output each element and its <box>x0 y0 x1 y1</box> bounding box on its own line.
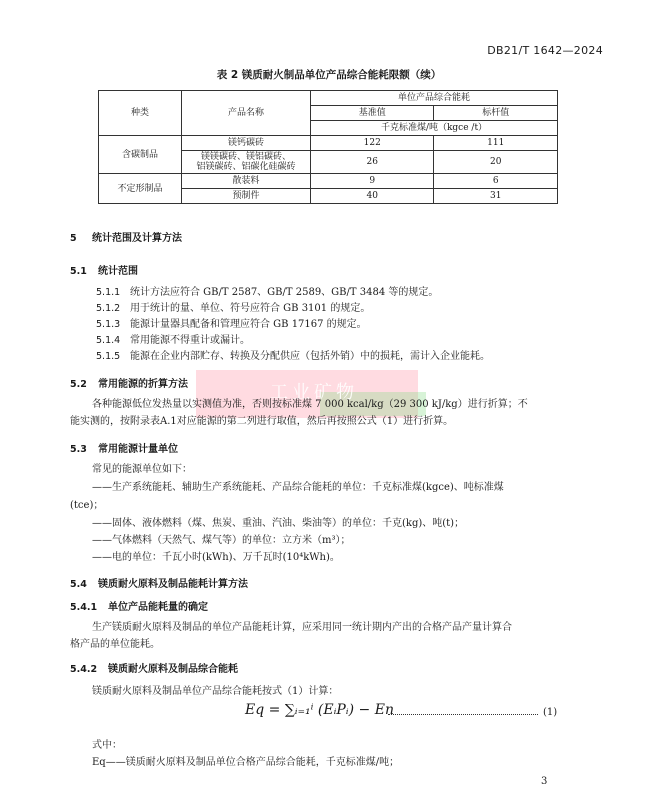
table-cell-product: 预制件 <box>182 189 311 204</box>
paragraph: 能实测的，按附录表A.1对应能源的第二列进行取值，然后再按照公式（1）进行折算。 <box>70 416 454 427</box>
section-number: 5.4 <box>70 579 87 590</box>
section-title: 单位产品能耗量的确定 <box>108 602 208 613</box>
section-heading <box>70 660 238 675</box>
clause <box>96 348 490 366</box>
list-item: ——气体燃料（天然气、煤气等）的单位：立方米（m³）； <box>92 535 351 546</box>
table-cell-category: 不定形制品 <box>99 174 182 204</box>
section-number: 5.3 <box>70 444 87 455</box>
clause-text: 常用能源不得重计或漏计。 <box>130 335 250 346</box>
section-number: 5 <box>70 233 77 244</box>
definition: Eq——镁质耐火原料及制品单位合格产品综合能耗，千克标准煤/吨； <box>92 757 400 768</box>
section-title: 统计范围 <box>98 266 138 277</box>
watermark-text: 工业矿物 <box>270 382 358 403</box>
clause-text: 能源在企业内部贮存、转换及分配供应（包括外销）中的损耗，需计入企业能耗。 <box>130 351 490 362</box>
clause-text: 统计方法应符合 GB/T 2587、GB/T 2589、GB/T 3484 等的规定。 <box>130 287 439 298</box>
section-heading <box>70 440 178 455</box>
section-heading <box>70 375 188 390</box>
table-cell-advanced: 6 <box>434 174 558 189</box>
table-cell-basic: 122 <box>311 136 434 151</box>
section-heading <box>70 229 182 244</box>
clause-text: 能源计量器具配备和管理应符合 GB 17167 的规定。 <box>130 319 367 330</box>
paragraph: 常见的能源单位如下： <box>92 464 192 475</box>
section-title: 镁质耐火原料及制品能耗计算方法 <box>98 579 248 590</box>
page-number: 3 <box>541 776 548 787</box>
table-cell-basic: 40 <box>311 189 434 204</box>
paragraph: 式中： <box>92 740 122 751</box>
col-header-advanced: 标杆值 <box>434 106 558 121</box>
paragraph: 镁质耐火原料及制品单位产品综合能耗按式（1）计算： <box>92 686 339 697</box>
table-caption: 表 2 镁质耐火制品单位产品综合能耗限额（续） <box>216 69 442 81</box>
table-cell-product: 散装料 <box>182 174 311 189</box>
document-code: DB21/T 1642—2024 <box>487 44 603 57</box>
clause-number: 5.1.2 <box>96 303 121 314</box>
table-cell-basic: 9 <box>311 174 434 189</box>
section-heading <box>70 598 208 613</box>
table-cell-advanced: 31 <box>434 189 558 204</box>
col-header-product: 产品名称 <box>182 91 311 136</box>
paragraph: 各种能源低位发热量以实测值为准，否则按标准煤 7 000 kcal/kg（29 300 kJ/kg）进行折算；不 <box>92 399 528 410</box>
table-cell-basic: 26 <box>311 151 434 174</box>
equation-number: (1) <box>543 707 558 718</box>
list-item: ——固体、液体燃料（煤、焦炭、重油、汽油、柴油等）的单位：千克(kg)、吨(t)； <box>92 518 465 529</box>
list-item: (tce)； <box>70 500 104 511</box>
paragraph: 格产品的单位能耗。 <box>70 639 160 650</box>
section-number: 5.2 <box>70 379 87 390</box>
table-cell-product: 镁钙碳砖 <box>182 136 311 151</box>
col-header-unit: 千克标准煤/吨（kgce /t） <box>311 121 558 136</box>
col-header-category: 种类 <box>99 91 182 136</box>
section-title: 统计范围及计算方法 <box>92 233 182 244</box>
product-line: 镁镁碳砖、镁铝碳砖、 <box>200 152 291 162</box>
clause-text: 用于统计的量、单位、符号应符合 GB 3101 的规定。 <box>130 303 371 314</box>
section-title: 常用能源计量单位 <box>98 444 178 455</box>
energy-quota-table <box>98 90 558 204</box>
section-number: 5.4.2 <box>70 664 98 675</box>
leader-dots <box>388 714 538 715</box>
formula: Eq = ∑ᵢ₌₁ⁱ (EᵢPᵢ) − En <box>245 702 394 718</box>
table-cell-advanced: 111 <box>434 136 558 151</box>
clause-number: 5.1.3 <box>96 319 121 330</box>
section-title: 镁质耐火原料及制品综合能耗 <box>108 664 238 675</box>
clause-number: 5.1.1 <box>96 287 121 298</box>
table-cell-category: 含碳制品 <box>99 136 182 174</box>
table-cell-advanced: 20 <box>434 151 558 174</box>
product-line: 铝镁碳砖、铝碳化硅碳砖 <box>196 162 296 172</box>
clause-number: 5.1.4 <box>96 335 121 346</box>
list-item: ——生产系统能耗、辅助生产系统能耗、产品综合能耗的单位：千克标准煤(kgce)、吨标准煤 <box>92 482 504 493</box>
section-heading <box>70 262 138 277</box>
col-header-group: 单位产品综合能耗 <box>311 91 558 106</box>
section-heading <box>70 575 248 590</box>
section-title: 常用能源的折算方法 <box>98 379 188 390</box>
col-header-basic: 基准值 <box>311 106 434 121</box>
list-item: ——电的单位：千瓦小时(kWh)、万千瓦时(10⁴kWh)。 <box>92 552 340 563</box>
clause-number: 5.1.5 <box>96 351 121 362</box>
paragraph: 生产镁质耐火原料及制品的单位产品能耗计算，应采用同一统计期内产出的合格产品产量计算合 <box>92 622 512 633</box>
section-number: 5.4.1 <box>70 602 98 613</box>
section-number: 5.1 <box>70 266 87 277</box>
table-cell-product <box>182 151 311 174</box>
